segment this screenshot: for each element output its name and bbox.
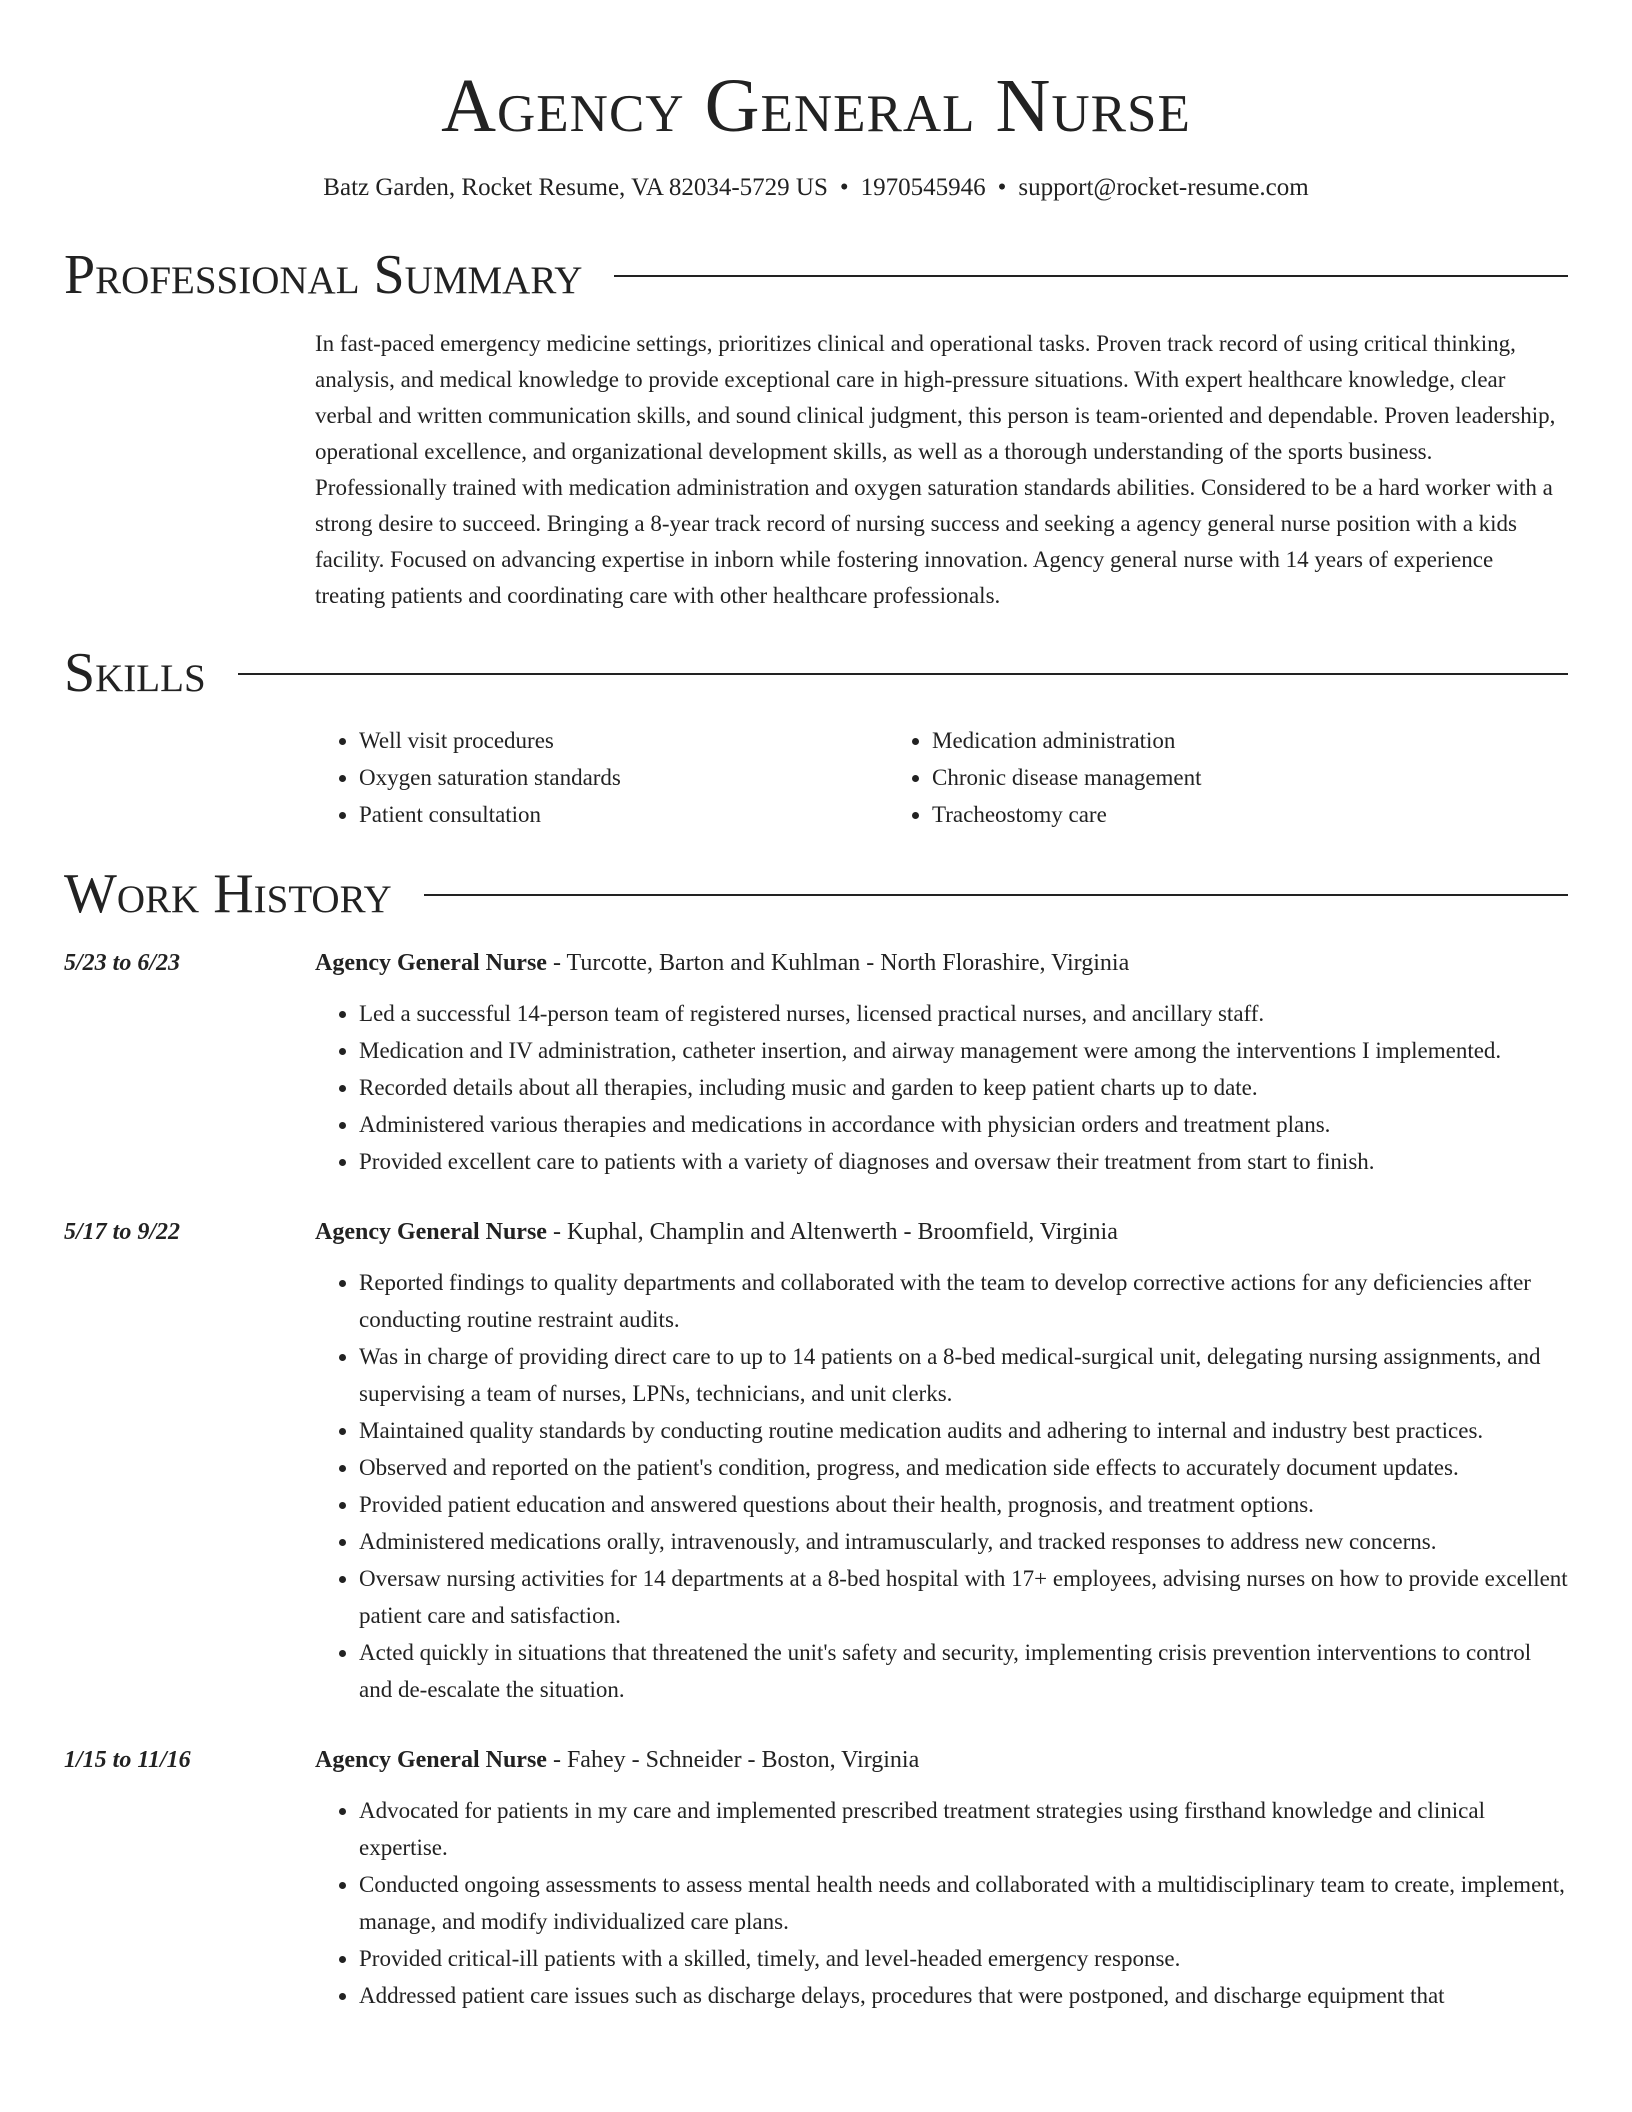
job-details — [315, 1214, 1568, 1708]
job-bullet: • Recorded details about all therapies, including music and garden to keep patient charts up to date. — [359, 1069, 1568, 1106]
job-details — [315, 1742, 1568, 2014]
job-date: 5/23 to 6/23 — [64, 950, 181, 976]
job-entry — [64, 1214, 1568, 1708]
job-bullets — [315, 1264, 1568, 1708]
job-bullet: • Was in charge of providing direct care to up to 14 patients on a 8-bed medical-surgical unit, delegating nursing assignments, and supervising a team of nurses, LPNs, technicians, and unit clerks. — [359, 1338, 1568, 1412]
summary-section-header — [64, 242, 1568, 308]
job-bullet: • Led a successful 14-person team of registered nurses, licensed practical nurses, and ancillary staff. — [359, 995, 1568, 1032]
job-heading — [315, 1214, 1568, 1250]
job-date: 1/15 to 11/16 — [64, 1747, 191, 1773]
job-title: Agency General Nurse — [315, 1219, 547, 1245]
job-entry — [64, 1742, 1568, 2014]
resume-name: Agency General Nurse — [441, 64, 1191, 148]
skills-column-left — [315, 722, 888, 833]
job-date: 5/17 to 9/22 — [64, 1219, 181, 1245]
job-bullet: • Addressed patient care issues such as discharge delays, procedures that were postponed, and discharge equipment that — [359, 1977, 1568, 2014]
skills-section-title: Skills — [64, 642, 206, 704]
summary-section-title: Professional Summary — [64, 244, 583, 306]
skills-list — [315, 722, 1568, 833]
section-divider — [238, 673, 1568, 675]
job-bullet: • Maintained quality standards by conducting routine medication audits and adhering to internal and industry best practices. — [359, 1412, 1568, 1449]
skill-item: • Medication administration — [932, 722, 1461, 759]
job-title: Agency General Nurse — [315, 1747, 547, 1773]
work-section-header — [64, 861, 1568, 927]
job-bullet: • Medication and IV administration, catheter insertion, and airway management were among the interventions I implemented. — [359, 1032, 1568, 1069]
section-divider — [424, 894, 1568, 896]
work-section-title: Work History — [64, 863, 392, 925]
skill-item: • Patient consultation — [359, 796, 888, 833]
job-bullet: • Advocated for patients in my care and implemented prescribed treatment strategies using firsthand knowledge and clinical expertise. — [359, 1792, 1568, 1866]
job-bullet: • Acted quickly in situations that threatened the unit's safety and security, implementing crisis prevention interventions to control and de-escalate the situation. — [359, 1634, 1568, 1708]
job-details — [315, 945, 1568, 1180]
job-bullet: • Administered medications orally, intravenously, and intramuscularly, and tracked responses to address new concerns. — [359, 1523, 1568, 1560]
skill-item: • Well visit procedures — [359, 722, 888, 759]
job-employer: - Fahey - Schneider - Boston, Virginia — [546, 1747, 920, 1773]
skills-column-right — [888, 722, 1461, 833]
section-divider — [614, 275, 1568, 277]
contact-line — [64, 172, 1568, 204]
job-bullet: • Reported findings to quality departments and collaborated with the team to develop corrective actions for any deficiencies after conducting routine restraint audits. — [359, 1264, 1568, 1338]
job-employer: - Kuphal, Champlin and Altenwerth - Broomfield, Virginia — [546, 1219, 1118, 1245]
contact-separator: • — [997, 174, 1007, 201]
summary-text: In fast-paced emergency medicine settings, prioritizes clinical and operational tasks. Proven track record of using critical thinking, analysis, and medical knowledge to provide exceptional care in high-pressure situations. With expert healthcare knowledge, clear verbal and written communication skills, and sound clinical judgment, this person is team-oriented and dependable. Proven leadership, operational excellence, and organizational development skills, as well as a thorough understanding of the sports business. Professionally trained with medication administration and oxygen saturation standards abilities. Considered to be a hard worker with a strong desire to succeed. Bringing a 8-year track record of nursing success and seeking a agency general nurse position with a kids facility. Focused on advancing expertise in inborn while fostering innovation. Agency general nurse with 14 years of experience treating patients and coordinating care with other healthcare professionals. — [315, 331, 1556, 608]
contact-address: Batz Garden, Rocket Resume, VA 82034-5729 US — [323, 174, 828, 201]
contact-email: support@rocket-resume.com — [1018, 174, 1309, 201]
job-heading — [315, 1742, 1568, 1778]
job-bullet: • Oversaw nursing activities for 14 departments at a 8-bed hospital with 17+ employees, advising nurses on how to provide excellent patient care and satisfaction. — [359, 1560, 1568, 1634]
skill-item: • Chronic disease management — [932, 759, 1461, 796]
skills-section-header — [64, 640, 1568, 706]
resume-page — [64, 0, 1568, 2014]
contact-phone: 1970545946 — [860, 174, 986, 201]
job-bullet: • Administered various therapies and medications in accordance with physician orders and treatment plans. — [359, 1106, 1568, 1143]
contact-separator: • — [839, 174, 849, 201]
job-bullet: • Observed and reported on the patient's condition, progress, and medication side effects to accurately document updates. — [359, 1449, 1568, 1486]
job-bullets — [315, 1792, 1568, 2014]
skill-item: • Oxygen saturation standards — [359, 759, 888, 796]
job-title: Agency General Nurse — [315, 950, 547, 976]
job-bullets — [315, 995, 1568, 1180]
job-entry — [64, 945, 1568, 1180]
job-heading — [315, 945, 1568, 981]
job-bullet: • Provided excellent care to patients with a variety of diagnoses and oversaw their treatment from start to finish. — [359, 1143, 1568, 1180]
job-bullet: • Provided patient education and answered questions about their health, prognosis, and treatment options. — [359, 1486, 1568, 1523]
job-employer: - Turcotte, Barton and Kuhlman - North Florashire, Virginia — [546, 950, 1130, 976]
job-bullet: • Conducted ongoing assessments to assess mental health needs and collaborated with a multidisciplinary team to create, implement, manage, and modify individualized care plans. — [359, 1866, 1568, 1940]
skill-item: • Tracheostomy care — [932, 796, 1461, 833]
job-bullet: • Provided critical-ill patients with a skilled, timely, and level-headed emergency response. — [359, 1940, 1568, 1977]
